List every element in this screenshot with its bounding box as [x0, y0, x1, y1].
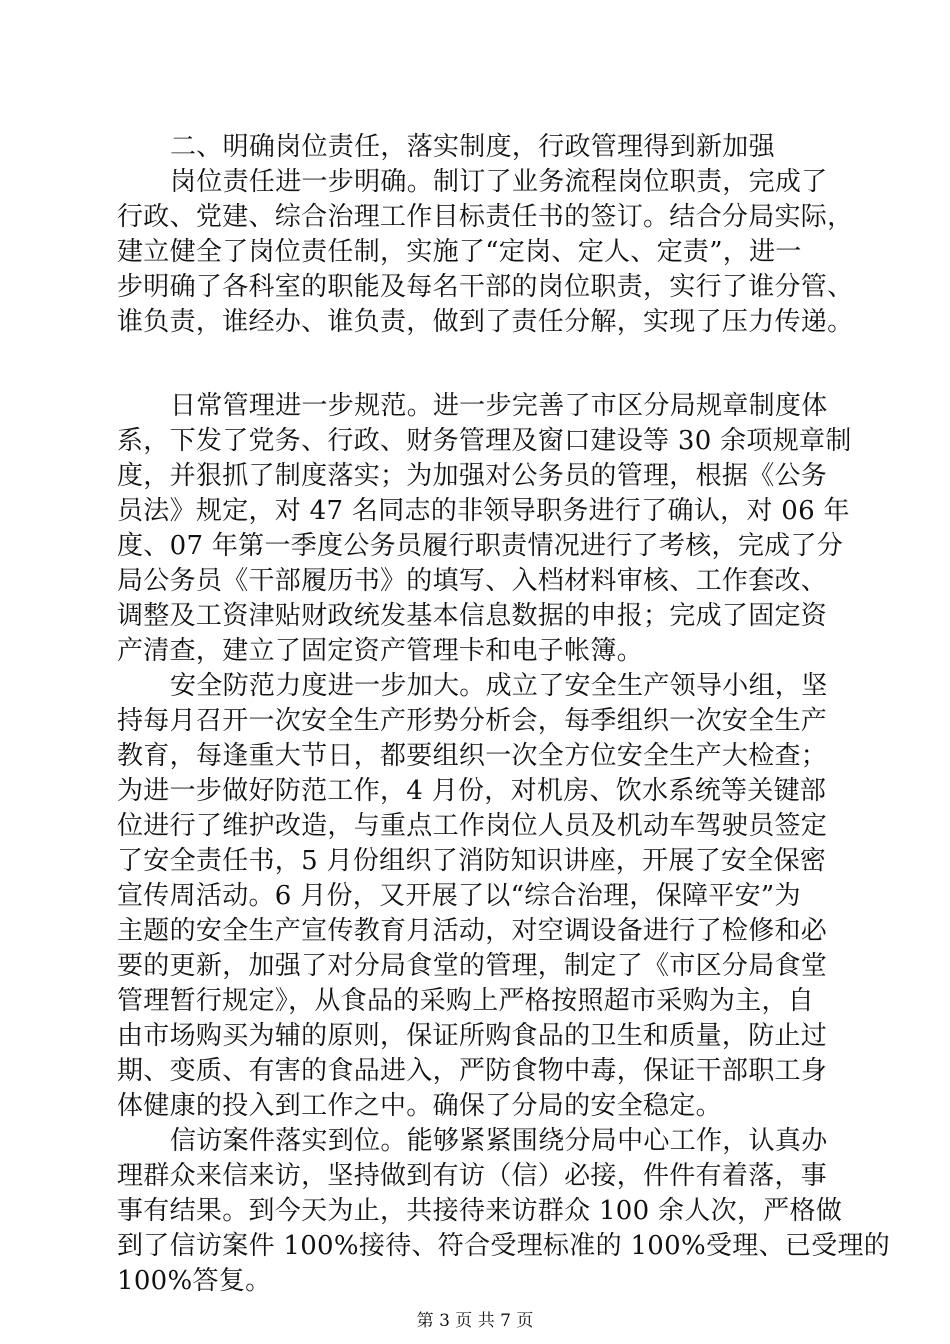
- paragraph-line: 到了信访案件 100%接待、符合受理标准的 100%受理、已受理的: [117, 1231, 891, 1261]
- paragraph-line: 系，下发了党务、行政、财务管理及窗口建设等 30 余项规章制: [117, 426, 852, 456]
- paragraph-line: 调整及工资津贴财政统发基本信息数据的申报；完成了固定资: [117, 601, 828, 631]
- page-footer: 第 3 页 共 7 页: [416, 1311, 534, 1331]
- paragraph-line: 信访案件落实到位。能够紧紧围绕分局中心工作，认真办: [170, 1126, 828, 1156]
- paragraph-line: 员法》规定，对 47 名同志的非领导职务进行了确认，对 06 年: [117, 496, 850, 526]
- paragraph-line: 理群众来信来访，坚持做到有访（信）必接，件件有着落，事: [117, 1161, 828, 1191]
- paragraph-line: 事有结果。到今天为止，共接待来访群众 100 余人次，严格做: [117, 1196, 843, 1226]
- paragraph-line: 要的更新，加强了对分局食堂的管理，制定了《市区分局食堂: [117, 951, 828, 981]
- paragraph-line: 位进行了维护改造，与重点工作岗位人员及机动车驾驶员签定: [117, 811, 828, 841]
- paragraph-line: 产清查，建立了固定资产管理卡和电子帐簿。: [117, 636, 644, 666]
- paragraph-line: 岗位责任进一步明确。制订了业务流程岗位职责，完成了: [170, 167, 828, 197]
- paragraph-line: 100%答复。: [117, 1266, 272, 1296]
- section-heading: 二、明确岗位责任，落实制度，行政管理得到新加强: [170, 132, 775, 162]
- paragraph-line: 建立健全了岗位责任制，实施了“定岗、定人、定责”，进一: [117, 237, 802, 267]
- paragraph-line: 谁负责，谁经办、谁负责，做到了责任分解，实现了压力传递。: [117, 307, 854, 337]
- paragraph-line: 期、变质、有害的食品进入，严防食物中毒，保证干部职工身: [117, 1056, 828, 1086]
- paragraph-line: 行政、党建、综合治理工作目标责任书的签订。结合分局实际，: [117, 202, 854, 232]
- paragraph-line: 由市场购买为辅的原则，保证所购食品的卫生和质量，防止过: [117, 1021, 828, 1051]
- paragraph-line: 日常管理进一步规范。进一步完善了市区分局规章制度体: [170, 391, 828, 421]
- paragraph-line: 体健康的投入到工作之中。确保了分局的安全稳定。: [117, 1091, 722, 1121]
- paragraph-line: 局公务员《干部履历书》的填写、入档材料审核、工作套改、: [117, 566, 828, 596]
- paragraph-line: 主题的安全生产宣传教育月活动，对空调设备进行了检修和必: [117, 916, 828, 946]
- paragraph-line: 教育，每逢重大节日，都要组织一次全方位安全生产大检查；: [117, 741, 828, 771]
- paragraph-line: 度、07 年第一季度公务员履行职责情况进行了考核，完成了分: [117, 531, 844, 561]
- paragraph-line: 管理暂行规定》，从食品的采购上严格按照超市采购为主，自: [117, 986, 815, 1016]
- paragraph-line: 持每月召开一次安全生产形势分析会，每季组织一次安全生产: [117, 706, 828, 736]
- paragraph-line: 安全防范力度进一步加大。成立了安全生产领导小组，坚: [170, 671, 828, 701]
- paragraph-line: 了安全责任书，5 月份组织了消防知识讲座，开展了安全保密: [117, 846, 827, 876]
- paragraph-line: 为进一步做好防范工作，4 月份，对机房、饮水系统等关键部: [117, 776, 827, 806]
- paragraph-line: 步明确了各科室的职能及每名干部的岗位职责，实行了谁分管、: [117, 272, 854, 302]
- paragraph-line: 宣传周活动。6 月份，又开展了以“综合治理，保障平安”为: [117, 881, 801, 911]
- paragraph-line: 度，并狠抓了制度落实；为加强对公务员的管理，根据《公务: [117, 461, 828, 491]
